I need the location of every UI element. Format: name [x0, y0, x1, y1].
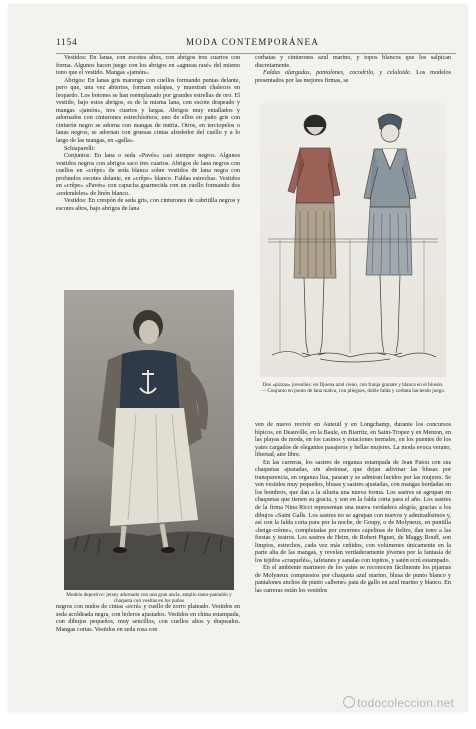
paragraph-text: Los modelos presentados por las mejores firmas, se [255, 70, 451, 84]
figure-caption-left: Modelo deportivo: jersey adornado con una gran ancla, amplio tanto-pantalón y chaqueta con vueltas en los puños [66, 592, 232, 605]
paragraph: negros con nudos de cintas «ecrú» y cuello de zorro plateado. Vestidos en seda acoldeada negra, con boleros ajustados. Vestidos en china estampada, con dibujos pequeños, muy sencillos, con cuellos altos y drapeados. Mangas cortas. Vestidos en seda rosa con [56, 604, 240, 633]
paragraph: En el ambiente marinero de los yates se reconocen fácilmente los pijamas de Molyneux compuestos por chaqueta azul marino, blusa de punto blanco y pantalones anchos de punto «albene» pata de gallo en azul marino y blanco. En las carreras están los vestidos [255, 565, 451, 595]
right-column-middle [255, 422, 451, 596]
paragraph: corbatas y cinturones azul marino, y topos blancos que los salpican discretamente. [255, 55, 451, 69]
paragraph: Vestidos: En crespón de seda gris, con cinturones de cabritilla negros y escotes altos, bajo abrigos de lana [56, 198, 240, 212]
left-column-top [56, 55, 240, 213]
paragraph: Conjuntos: En lana o seda «Pavés» casi siempre negros. Algunos vestidos negros con abrigos saco tres cuartos. Abrigos de lana negros con cuellos en «crêpe» de seda blanca sobre vestidos de lana negra con profundos escotes delante, en «crêpe» blanco. Faldas estrechas. Vestidos en «crêpe» «Pavés» con capucha guarnecida con un cuello formando dos «redondeles» de linón blanco. [56, 153, 240, 197]
two-women-drawing [260, 103, 446, 377]
header-rule [56, 53, 456, 54]
sport-model-photo [64, 290, 234, 590]
paragraph: Abrigos: En lanas gris marengo con cuellos formando puntas delante, pero que, una vez abiertos, forman solapas, y muestran chalecos en leopardo. Los botones se han reemplazado por grandes estrellas de oro. El vestido, bajo estos abrigos, es de la misma lana, con escote drapeado y mangas «jamón», tres cuartos y largas. Abrigos muy entallados y adornados con cinturones estrechísimos; uno de ellos en paño gris con cinturón negro se adorna con mangas de nutria. Otros, en terciopelos o lanas negros, se adornan con gruesas cintas alrededor del cuello y a lo largo de las mangas, en «galla». [56, 77, 240, 145]
page-title: MODA CONTEMPORÁNEA [186, 37, 320, 47]
page-header [56, 37, 458, 51]
italic-subhead: Faldas alargadas, pantalones, cocodrilo, y celuloide. [263, 70, 412, 77]
left-column-bottom [56, 604, 240, 634]
figure-caption-right: Dos «pizzas» juveniles: en Djoena azul cieno, con franja granate y blanca en el blusón. — Conjunto en punto de lana malva, con pliegues, doble falda y corbata haciendo juego. [260, 382, 446, 395]
designer-heading: Schiaparelli: [64, 145, 96, 152]
fashion-illustration [260, 103, 446, 377]
paragraph: ven de nuevo revivir en Auteuil y en Longchamp, durante los concursos hípicos, en Deauville, en la Baule, en Biarritz, en Saint-Tropez y en Menton, en las playas de moda, en los casinos y estaciones termales, en los puentes de los yates cargados de elegantes pasajeros y bellas mujeres. La moda evoca verano, libertad, aire libre. [255, 422, 451, 459]
watermark-text: todocoleccion.net [357, 696, 454, 710]
fashion-photograph [64, 290, 234, 590]
watermark-logo-icon [343, 696, 355, 708]
paragraph [255, 70, 451, 85]
paragraph: Vestidos: En lanas, con escotes altos, con abrigos tres cuartos con forma. Algunos hacen juego con los abrigos en «agneau rasé» del mismo tono que el vestido. Mangas «jamón». [56, 55, 240, 77]
page-number: 1154 [56, 37, 78, 47]
paragraph: En las carreras, los sastres de organza estampada de Jean Patou con sus chaquetas ajustadas, sin abotonar, que dejan adivinar las blusas por transparencia, en organza lisa, pasean y se admiran lucidos por las mujeres. Se ven vestidos muy pequeños, blusas y sastres ajustadas, con mangas bordadas en los hombros, que dan a la silueta una nueva forma. Los sastres se agrupan en chaquetas que tienen su gracia, y son en la falda corta para el año. Los sastres de la firma Nina Ricci representan una nueva verdadera alegría, gracias a los dibujos «Saint Galls. Los sastres no se agrupan con nuevos y admiradísimos y, así con la falda corta para por la noche, de Goupy, o de Molyneux, en puntilla «beige-crème», completadas por enormes capelinas de fieltro, dan tono a las fiestas y teatros. Los sastres de Heim, de Robert Piguet, de Maggy Rouff, son limpios, estrechos, cada vez más ceñidos, con volúmenes únicamente en la parte alta de las mangas, y revelan verdaderamente jóvenes por la fantasía de los tejidos «craquelés», tafetanes y sanalas con topitos, y satén ecrú estampado. [255, 459, 451, 564]
right-column-top [255, 55, 451, 85]
watermark [343, 696, 454, 710]
magazine-page [8, 4, 468, 712]
